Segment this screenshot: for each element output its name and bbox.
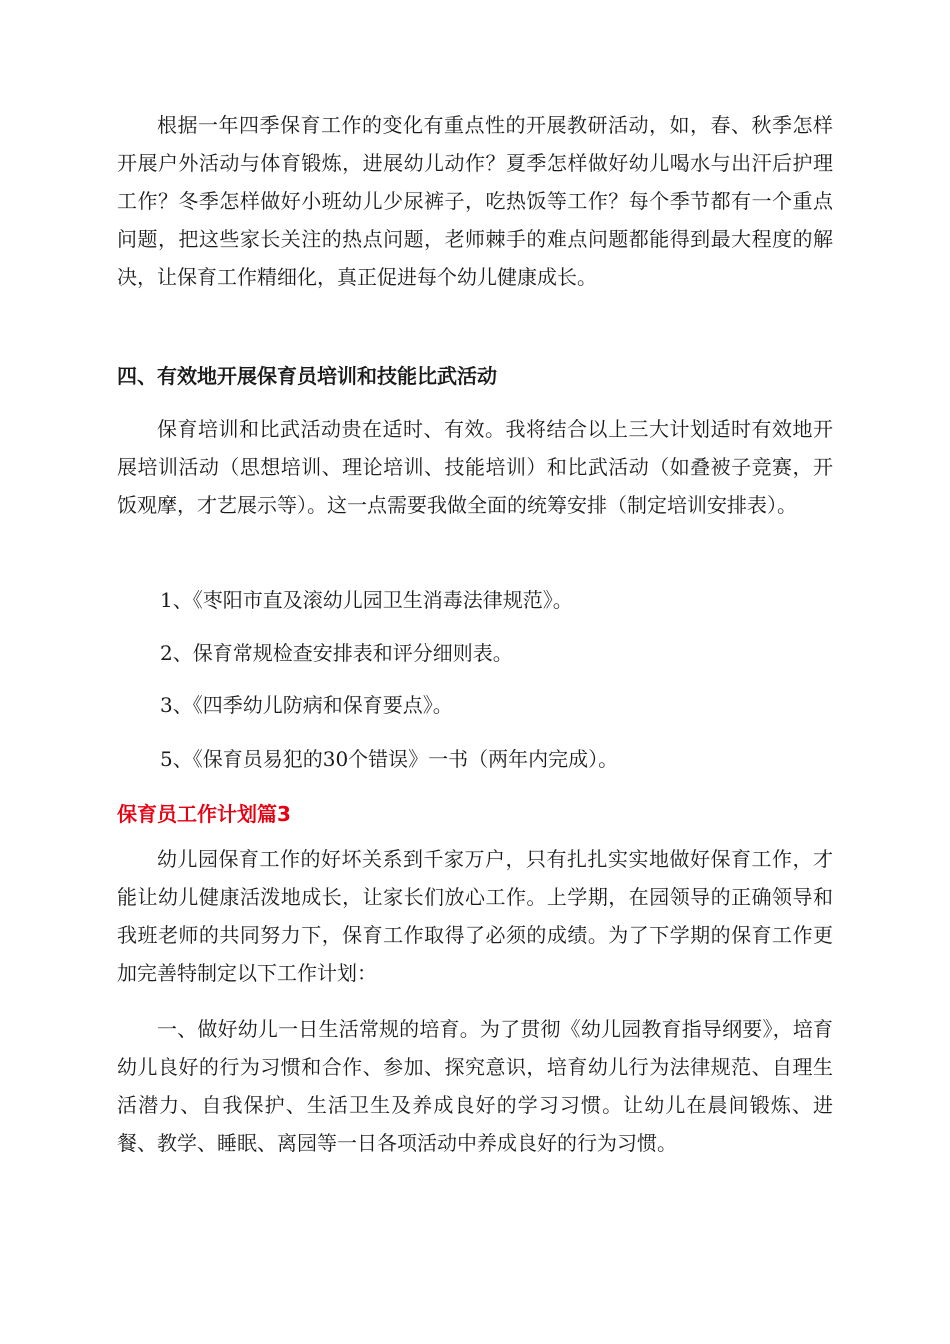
list-item-5: 5、《保育员易犯的30个错误》一书（两年内完成）。 (160, 747, 619, 771)
list-item-1: 1、《枣阳市直及滚幼儿园卫生消毒法律规范》。 (160, 588, 573, 612)
paragraph-intro: 幼儿园保育工作的好坏关系到千家万户，只有扎扎实实地做好保育工作，才能让幼儿健康活泼地成长，让家长们放心工作。上学期，在园领导的正确领导和我班老师的共同努力下，保育工作取得了必须的成绩。为了下学期的保育工作更加完善特制定以下工作计划： (117, 847, 833, 985)
paragraph-seasons: 根据一年四季保育工作的变化有重点性的开展教研活动，如，春、秋季怎样开展户外活动与体育锻炼，进展幼儿动作？夏季怎样做好幼儿喝水与出汗后护理工作？冬季怎样做好小班幼儿少尿裤子，吃热饭等工作？每个季节都有一个重点问题，把这些家长关注的热点问题，老师棘手的难点问题都能得到最大程度的解决，让保育工作精细化，真正促进每个幼儿健康成长。 (117, 113, 833, 289)
list-item-2: 2、保育常规检查安排表和评分细则表。 (160, 641, 513, 665)
list-item-3: 3、《四季幼儿防病和保育要点》。 (160, 693, 453, 717)
heading-four: 四、有效地开展保育员培训和技能比武活动 (117, 364, 497, 388)
paragraph-daily-routine: 一、做好幼儿一日生活常规的培育。为了贯彻《幼儿园教育指导纲要》，培育幼儿良好的行为习惯和合作、参加、探究意识，培育幼儿行为法律规范、自理生活潜力、自我保护、生活卫生及养成良好的学习习惯。让幼儿在晨间锻炼、进餐、教学、睡眠、离园等一日各项活动中养成良好的行为习惯。 (117, 1017, 833, 1155)
section-title: 保育员工作计划篇3 (117, 802, 291, 826)
paragraph-training: 保育培训和比武活动贵在适时、有效。我将结合以上三大计划适时有效地开展培训活动（思想培训、理论培训、技能培训）和比武活动（如叠被子竞赛，开饭观摩，才艺展示等）。这一点需要我做全面的统筹安排（制定培训安排表）。 (117, 417, 833, 517)
